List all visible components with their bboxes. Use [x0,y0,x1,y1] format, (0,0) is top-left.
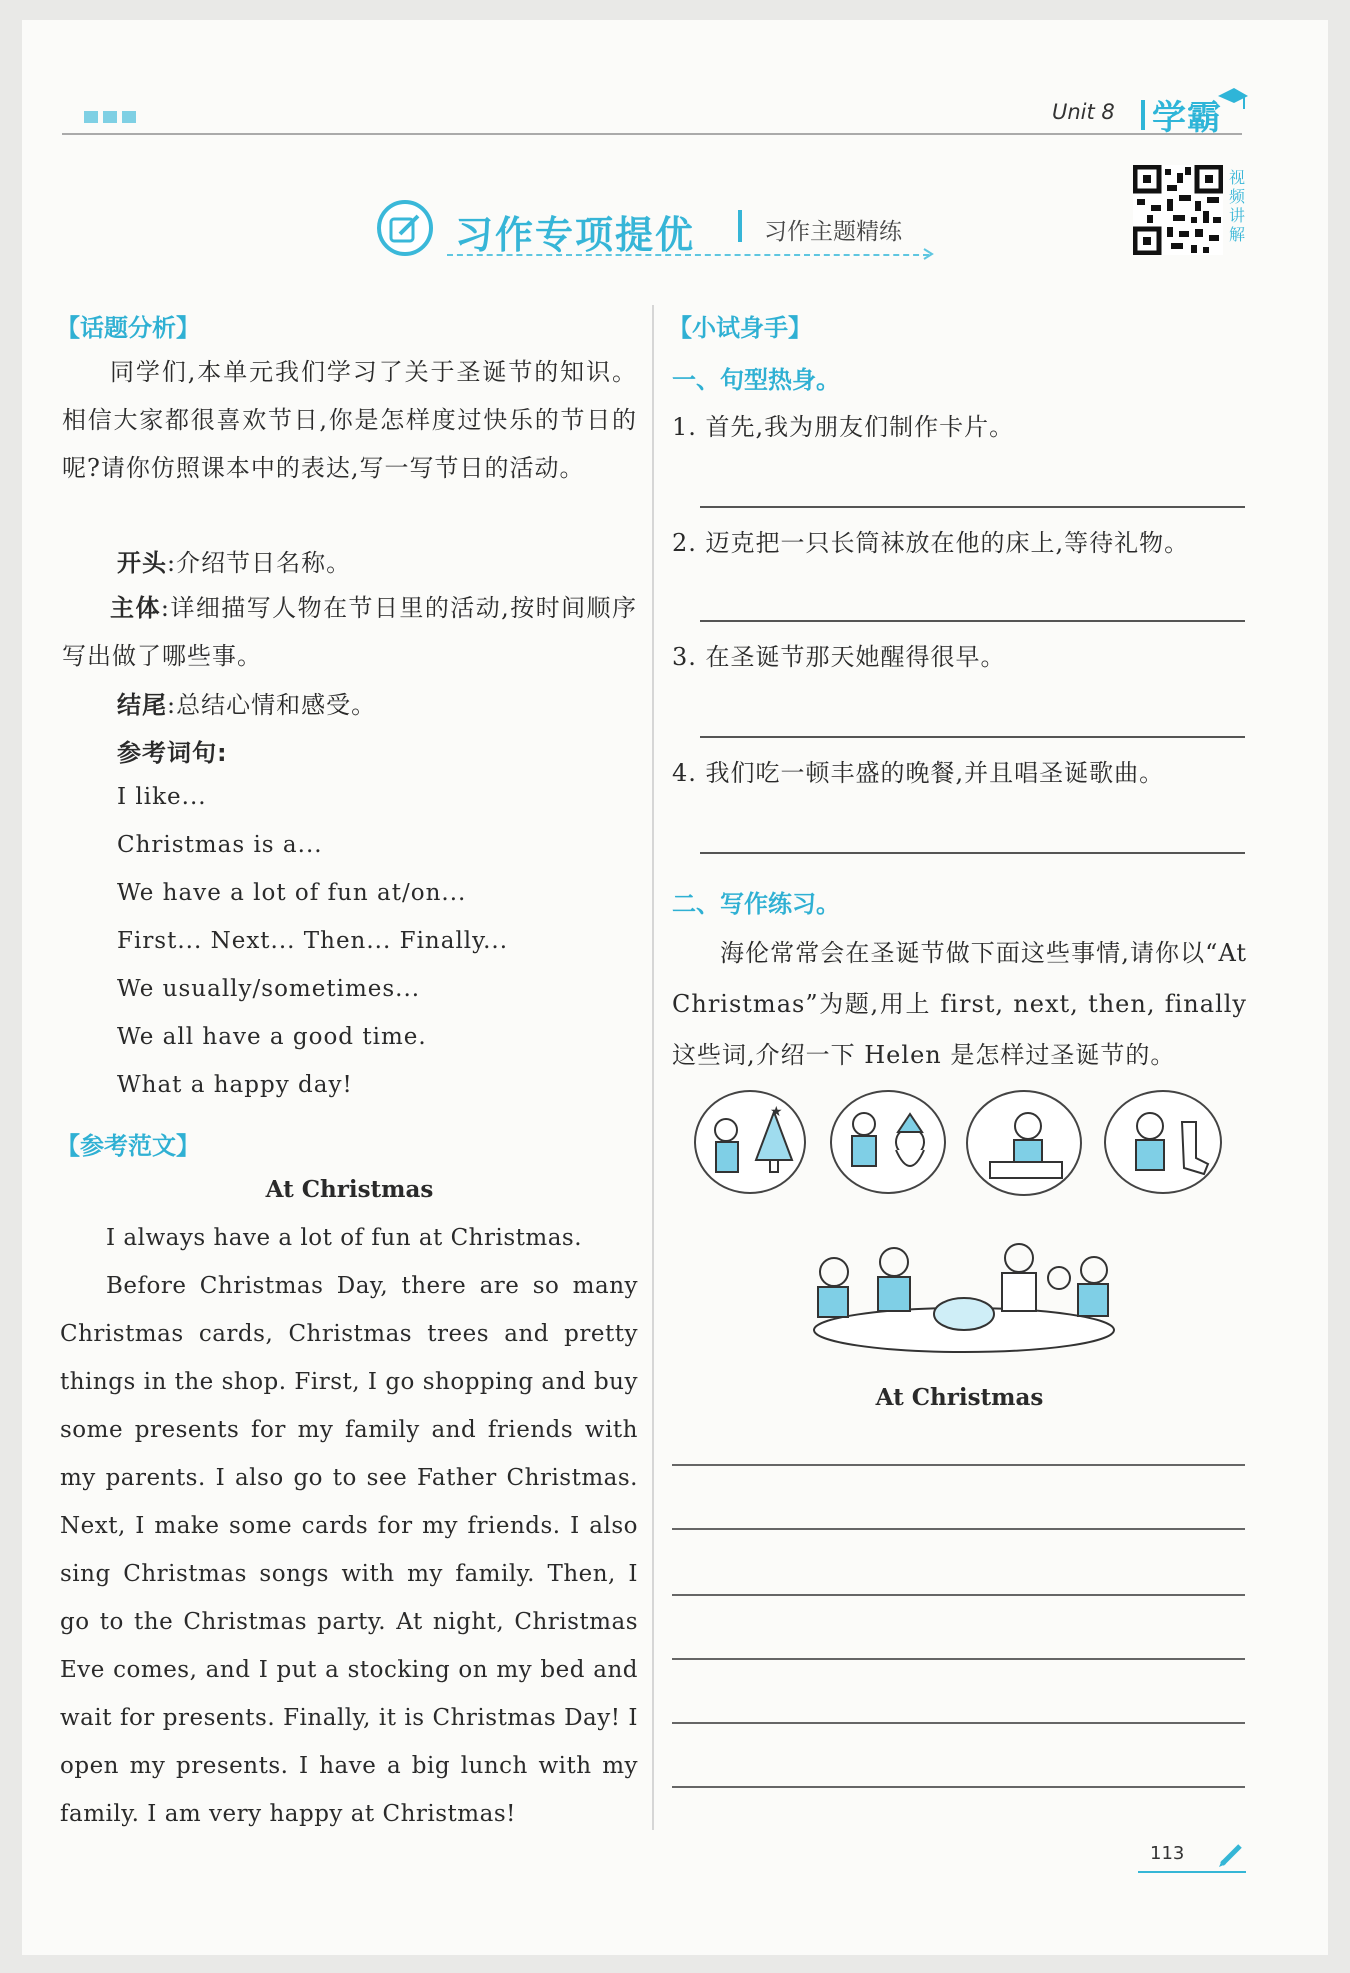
qr-video-label: 视频讲解 [1229,168,1246,244]
brand-bar [1141,100,1145,130]
page-number: 113 [1150,1843,1185,1864]
phrase-item: We have a lot of fun at/on... [117,880,467,906]
phrase-item: We usually/sometimes... [117,976,421,1002]
illustration-family-dinner [794,1232,1124,1360]
writing-line[interactable] [672,1528,1245,1530]
illustration-making-cards [966,1090,1082,1196]
writing-instructions: 海伦常常会在圣诞节做下面这些事情,请你以“At Christmas”为题,用上 first, next, then, finally 这些词,介绍一下 Helen 是怎样过圣诞节的。 [672,939,1247,1069]
unit-label: Unit 8 [1052,100,1115,124]
graduation-cap-icon [1216,84,1250,114]
body-line [62,584,637,680]
writing-line[interactable] [672,1464,1245,1466]
brand-logo: 学霸 [1152,98,1222,138]
part2-label: 二、写作练习。 [672,890,840,918]
writing-line[interactable] [672,1658,1245,1660]
page-subtitle: 习作主题精练 [764,219,902,245]
ending-label: 结尾 [117,691,167,719]
phrase-item: We all have a good time. [117,1024,427,1050]
phrase-item: First... Next... Then... Finally... [117,928,509,954]
phrase-item: I like... [117,784,207,810]
phrase-item: What a happy day! [117,1072,353,1098]
answer-line-3[interactable] [700,736,1245,738]
title-separator [738,210,742,242]
topic-paragraph: 同学们,本单元我们学习了关于圣诞节的知识。相信大家都很喜欢节日,你是怎样度过快乐的节日的呢?请你仿照课本中的表达,写一写节日的活动。 [62,358,637,482]
column-divider [652,305,654,1830]
body-label: 主体 [110,594,161,622]
ending-line [117,686,376,724]
writing-line[interactable] [672,1786,1245,1788]
qr-code[interactable] [1133,165,1223,255]
header-divider [62,133,1242,135]
body-text: :详细描写人物在节日里的活动,按时间顺序写出做了哪些事。 [62,594,638,670]
pencil-edit-icon [388,212,422,246]
pencil-icon [1216,1840,1246,1870]
topic-analysis-label: 【话题分析】 [56,314,200,342]
writing-line[interactable] [672,1594,1245,1596]
writing-line[interactable] [672,1722,1245,1724]
page-number-underline [1138,1871,1246,1873]
sample-essay-label: 【参考范文】 [56,1132,200,1160]
essay-paragraph-1: I always have a lot of fun at Christmas. [106,1225,583,1251]
illustration-stocking [1104,1090,1222,1194]
opening-line [117,544,351,582]
ending-text: :总结心情和感受。 [167,691,377,719]
title-underline [447,254,929,256]
part1-label: 一、句型热身。 [672,366,840,394]
page-title: 习作专项提优 [455,213,696,257]
sentence-prompt-4: 4. 我们吃一顿丰盛的晚餐,并且唱圣诞歌曲。 [672,759,1165,787]
picture-caption: At Christmas [875,1384,1044,1411]
opening-label: 开头 [117,549,167,577]
essay-paragraph-2: Before Christmas Day, there are so many Christmas cards, Christmas trees and pretty things in the shop. First, I go shopping and buy some presents for my family and friends with my parents. I also go to see Father Christmas. Next, I make some cards for my friends. I also sing Christmas songs with my family. Then, I go to the Christmas party. At night, Christmas Eve comes, and I put a stocking on my bed and wait for presents. Finally, it is Christmas Day! I open my presents. I have a big lunch with my family. I am very happy at Christmas! [60,1273,638,1827]
qr-code-icon [1133,165,1223,255]
illustration-shopping [694,1090,806,1194]
try-it-label: 【小试身手】 [668,314,812,342]
answer-line-4[interactable] [700,852,1245,854]
illustration-father-christmas [830,1090,946,1194]
sentence-prompt-2: 2. 迈克把一只长筒袜放在他的床上,等待礼物。 [672,529,1190,557]
header-squares-decoration [84,108,141,127]
answer-line-2[interactable] [700,620,1245,622]
phrase-item: Christmas is a... [117,832,323,858]
answer-line-1[interactable] [700,506,1245,508]
arrow-right-icon [922,247,936,261]
sentence-prompt-3: 3. 在圣诞节那天她醒得很早。 [672,643,1006,671]
essay-title: At Christmas [265,1176,434,1203]
reference-phrases-label: 参考词句: [117,739,228,767]
sentence-prompt-1: 1. 首先,我为朋友们制作卡片。 [672,413,1015,441]
opening-text: :介绍节日名称。 [167,549,352,577]
svg-text:★: ★ [770,1104,783,1120]
